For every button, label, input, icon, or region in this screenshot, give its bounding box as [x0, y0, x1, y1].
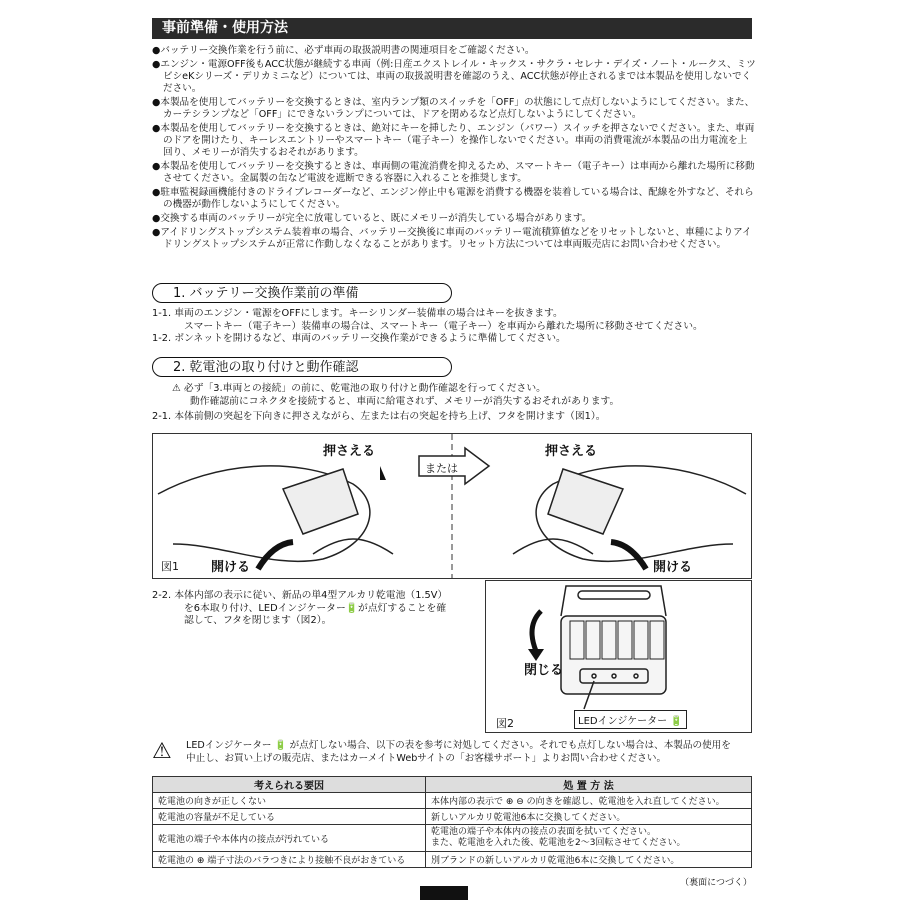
figure-2-label: 図2 — [496, 717, 514, 730]
precaution-item: ●本製品を使用してバッテリーを交換するときは、車両側の電流消費を抑えるため、スマートキー（電子キー）は車両から離れた場所に移動させてください。金属製の缶など電波を遮断できる容器に入れることを推奨します。 — [152, 161, 755, 185]
open-label: 開ける — [211, 560, 251, 575]
warning-line: 必ず「3.車両との接続」の前に、乾電池の取り付けと動作確認を行ってください。 — [183, 383, 546, 394]
remedy-cell: 本体内部の表示で ⊕ ⊖ の向きを確認し、乾電池を入れ直してください。 — [426, 793, 752, 809]
figure-1-label: 図1 — [161, 560, 179, 573]
figure-2 — [485, 580, 752, 733]
table-row — [153, 793, 752, 809]
led-indicator-label: LEDインジケーター 🔋 — [574, 710, 687, 729]
precautions-list — [152, 45, 756, 253]
precaution-item: ●アイドリングストップシステム装着車の場合、バッテリー交換後に車両のバッテリー電流積算値などをリセットしないと、車種によりアイドリングストップシステムが正常に作動しなくなることがあります。リセット方法については車両販売店にお問い合わせください。 — [152, 227, 752, 251]
precaution-item: ●本製品を使用してバッテリーを交換するときは、絶対にキーを挿したり、エンジン（パワー）スイッチを押さないでください。また、車両のドアを開けたり、キーレスエントリーやスマートキー（電子キー）を操作しないでください。車両の消費電流が本製品の出力電流を上回り、メモリーが消失するおそれがあります。 — [152, 123, 755, 159]
step-2-2-line: 2-2. 本体内部の表示に従い、新品の単4型アルカリ乾電池（1.5V） — [152, 590, 448, 601]
close-label: 閉じる — [524, 663, 564, 678]
step-1-1-cont: スマートキー（電子キー）装備車の場合は、スマートキー（電子キー）を車両から離れた場所に移動させてください。 — [184, 320, 703, 332]
section-1-heading: 1. バッテリー交換作業前の準備 — [152, 283, 452, 303]
column-header: 考えられる要因 — [153, 777, 426, 793]
remedy-cell: 別ブランドの新しいアルカリ乾電池6本に交換してください。 — [426, 852, 752, 868]
table-row — [153, 852, 752, 868]
step-2-2-line: 認して、フタを閉じます（図2）。 — [184, 615, 332, 626]
notice-line: LEDインジケーター 🔋 が点灯しない場合、以下の表を参考に対処してください。それでも点灯しない場合は、本製品の使用を — [186, 740, 731, 751]
warning-icon: ⚠ — [172, 383, 184, 394]
cause-cell: 乾電池の ⊕ 端子寸法のバラつきにより接触不良がおきている — [153, 852, 426, 868]
remedy-cell: 新しいアルカリ乾電池6本に交換してください。 — [426, 809, 752, 825]
step-2-1: 2-1. 本体前側の突起を下向きに押さえながら、左または右の突起を持ち上げ、フタを開けます（図1）。 — [152, 411, 606, 422]
section-1-steps — [152, 308, 752, 346]
table-row — [153, 825, 752, 852]
or-label: または — [425, 462, 458, 475]
precaution-item: ●駐車監視録画機能付きのドライブレコーダーなど、エンジン停止中も電源を消費する機器を装着している場合は、配線を外すなど、それらの機器が動作しないようにしてください。 — [152, 187, 754, 211]
cause-cell: 乾電池の容量が不足している — [153, 809, 426, 825]
press-label: 押さえる — [545, 444, 598, 459]
figure-1 — [152, 433, 752, 579]
continued-note: （裏面につづく） — [680, 878, 752, 888]
precaution-item: ●バッテリー交換作業を行う前に、必ず車両の取扱説明書の関連項目をご確認ください。 — [152, 45, 535, 56]
section-2-heading: 2. 乾電池の取り付けと動作確認 — [152, 357, 452, 377]
notice-line: 中止し、お買い上げの販売店、またはカーメイトWebサイトの「お客様サポート」よりお問い合わせください。 — [186, 752, 667, 764]
page-title: 事前準備・使用方法 — [152, 18, 752, 39]
section-2-warning — [172, 383, 752, 408]
table-row — [153, 809, 752, 825]
step-1-2: 1-2. ボンネットを開けるなど、車両のバッテリー交換作業ができるように準備してください。 — [152, 333, 566, 344]
precaution-item: ●交換する車両のバッテリーが完全に放電していると、既にメモリーが消失している場合があります。 — [152, 213, 592, 225]
open-label: 開ける — [653, 560, 693, 575]
precaution-item: ●本製品を使用してバッテリーを交換するときは、室内ランプ類のスイッチを「OFF」の状態にして点灯しないようにしてください。また、カーテシランプなど「OFF」にできないランプについては、ドアを閉めるなど点灯しないようにしてください。 — [152, 97, 755, 121]
page-tab-marker — [420, 886, 468, 900]
cause-cell: 乾電池の端子や本体内の接点が汚れている — [153, 825, 426, 852]
press-label: 押さえる — [323, 444, 376, 459]
step-2-2-line: を6本取り付け、LEDインジケーター🔋が点灯することを確 — [184, 602, 447, 614]
warning-icon: ⚠ — [152, 739, 172, 764]
column-header: 処 置 方 法 — [426, 777, 752, 793]
cause-cell: 乾電池の向きが正しくない — [153, 793, 426, 809]
remedy-cell: 乾電池の端子や本体内の接点の表面を拭いてください。 また、乾電池を入れた後、乾電池を2〜3回転させてください。 — [426, 825, 752, 852]
precaution-item: ●エンジン・電源OFF後もACC状態が継続する車両（例:日産エクストレイル・キックス・サクラ・セレナ・デイズ・ノート・ルークス、ミツビシeKシリーズ・デリカミニなど）については、車両の取扱説明書を確認のうえ、ACC状態が停止されるまでは本製品を使用しないでください。 — [152, 58, 756, 95]
table-header-row — [153, 777, 752, 793]
notice — [152, 740, 756, 765]
step-2-2 — [152, 590, 472, 628]
step-1-1: 1-1. 車両のエンジン・電源をOFFにします。キーシリンダー装備車の場合はキーを抜きます。 — [152, 308, 563, 319]
warning-line: 動作確認前にコネクタを接続すると、車両に給電されず、メモリーが消失するおそれがあります。 — [190, 395, 620, 407]
troubleshooting-table — [152, 776, 752, 868]
